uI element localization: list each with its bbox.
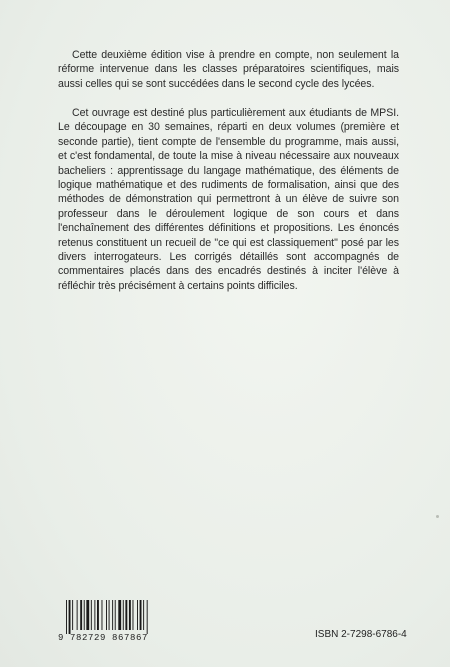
isbn-number: ISBN 2-7298-6786-4 bbox=[315, 629, 407, 640]
barcode-bar bbox=[140, 600, 142, 630]
barcode-bar bbox=[115, 600, 116, 630]
barcode-bar bbox=[106, 600, 107, 630]
barcode-bar bbox=[69, 600, 71, 634]
barcode-bar bbox=[125, 600, 127, 630]
barcode-bar bbox=[91, 600, 92, 630]
barcode-bar bbox=[109, 600, 110, 630]
barcode-bar bbox=[112, 600, 113, 630]
barcode-bar bbox=[84, 600, 85, 630]
barcode-bar bbox=[80, 600, 82, 630]
barcode-bar bbox=[123, 600, 124, 630]
description-paragraph: Cet ouvrage est destiné plus particulièrement aux étudiants de MPSI. Le découpage en 30 semaines, réparti en deux volumes (première et seconde partie), tient compte de l'ensemble du programme, mais aussi, et c'est fondamental, de toute la mise à niveau nécessaire aux nouveaux bacheliers : apprentissage du langage mathématique, des éléments de logique mathématique et des rudiments de formalisation, ainsi que des méthodes de démonstration qui permettront à un élève de suivre son professeur dans le déroulement logique de son cours et dans l'enchaînement des différentes définitions et propositions. Les énoncés retenus constituent un recueil de "ce qui est classiquement" posé par les divers interrogateurs. Les corrigés détaillés sont accompagnés de commentaires placés dans des encadrés destinés à inciter l'élève à réfléchir très précisément à certains points difficiles. bbox=[58, 107, 399, 292]
barcode-bar bbox=[129, 600, 131, 630]
barcode-bar bbox=[66, 600, 67, 634]
intro-paragraph-block bbox=[58, 48, 399, 91]
barcode-bar bbox=[97, 600, 99, 630]
barcode-bar bbox=[72, 600, 73, 630]
barcode-bar bbox=[86, 600, 89, 630]
barcode-bar bbox=[118, 600, 121, 630]
barcode-bar bbox=[102, 600, 103, 630]
barcode-bar bbox=[94, 600, 95, 630]
barcode-bars bbox=[58, 600, 170, 634]
barcode-bar bbox=[147, 600, 148, 634]
barcode-digits: 9 782729 867867 bbox=[58, 633, 149, 643]
intro-paragraph: Cette deuxième édition vise à prendre en compte, non seulement la réforme intervenue dans les classes préparatoires scientifiques, mais aussi celles qui se sont succédées dans le second cycle des lycées. bbox=[58, 49, 399, 90]
barcode-bar bbox=[137, 600, 138, 630]
barcode-bar bbox=[77, 600, 78, 630]
barcode bbox=[58, 600, 168, 644]
barcode-bar bbox=[133, 600, 134, 630]
barcode-bar bbox=[143, 600, 144, 630]
speck-mark bbox=[436, 515, 439, 518]
description-paragraph-block bbox=[58, 106, 399, 293]
